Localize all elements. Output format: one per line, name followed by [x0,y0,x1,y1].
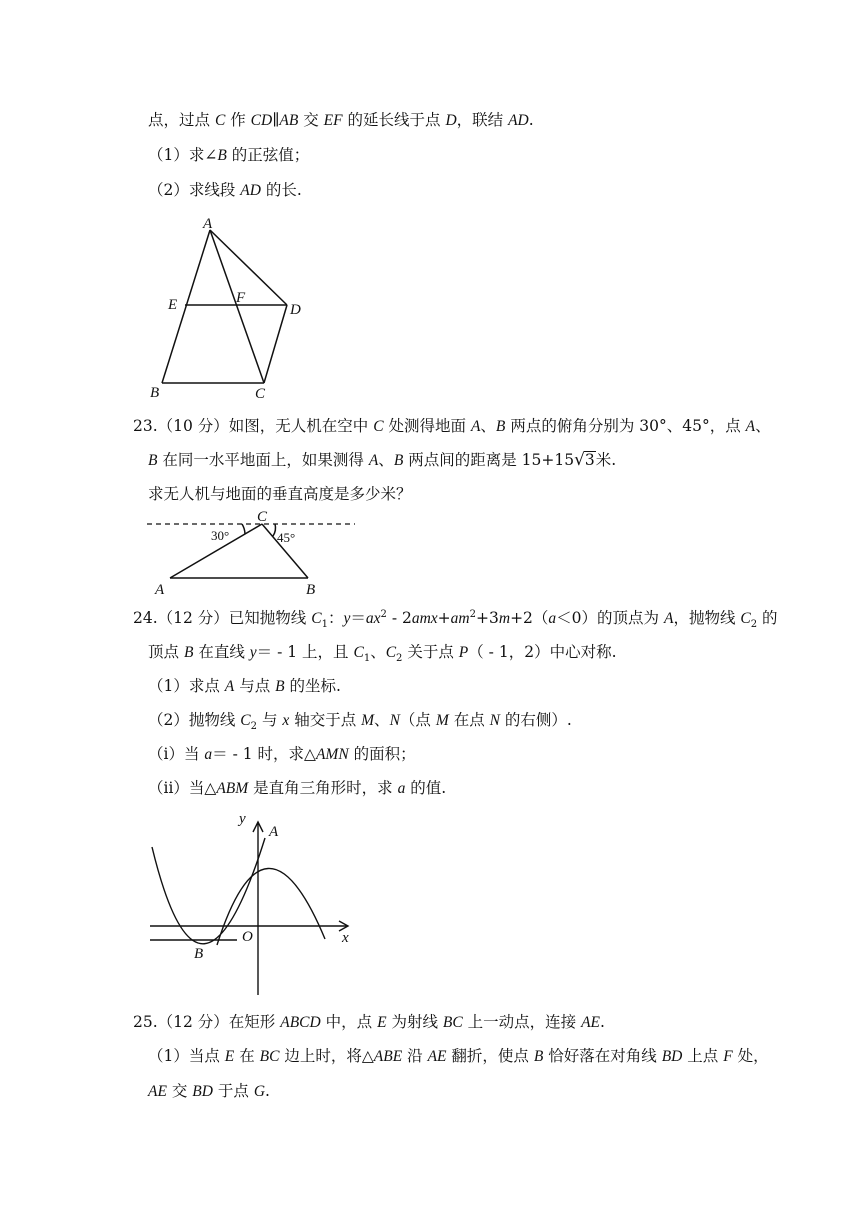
q24-label-y: y [239,811,246,827]
q24-label-b: B [194,946,204,962]
q22-label-c: C [255,386,266,402]
q22-figure [140,210,320,405]
q23-label-c: C [257,509,268,525]
q24-label-x: x [342,930,349,946]
q23-angle-45: 45° [277,530,296,545]
q22-label-a: A [203,216,213,232]
q22-label-f: F [236,290,246,306]
q23-label-a: A [155,582,165,598]
q22-label-d: D [290,302,301,318]
q23-line-1: 23.（10 分）如图，无人机在空中 C 处测得地面 A、B 两点的俯角分别为 30°、45°，点 A、 [133,417,771,435]
q23-figure [145,508,375,600]
q22-part-1: （1）求∠B 的正弦值； [148,146,310,164]
q24-line-2: 顶点 B 在直线 y＝ - 1 上，且 $C_1$、$C_2$ 关于点 P（ - 1，2）中心对称. [148,643,617,665]
q25-part-1: （1）当点 E 在 BC 边上时，将△ABE 沿 AE 翻折，使点 B 恰好落在对角线 BD 上点 F 处， [148,1047,769,1065]
q22-label-b: B [150,385,160,401]
q24-part-1: （1）求点 A 与点 B 的坐标. [148,677,341,695]
q23-label-b: B [306,582,316,598]
q25-part-1-cont: AE 交 BD 于点 G. [148,1082,270,1100]
q24-figure [145,805,365,1000]
q24-label-a: A [269,824,279,840]
q24-line-1: 24.（12 分）已知抛物线 $C_1$：$y=ax^2 - 2amx+am^2+3m+2(a<0)$的顶点为 A，抛物线 $C_2$ 的 [133,608,778,631]
q25-line-1: 25.（12 分）在矩形 ABCD 中，点 E 为射线 BC 上一动点，连接 AE. [133,1013,605,1031]
q23-line-3: 求无人机与地面的垂直高度是多少米？ [148,485,412,503]
q22-text-line: 点，过点 C 作 CD∥AB 交 EF 的延长线于点 D，联结 AD. [148,111,534,129]
q22-part-2: （2）求线段 AD 的长. [148,181,302,199]
q22-label-e: E [168,297,178,313]
q23-angle-30: 30° [211,528,230,543]
q24-part-2: （2）抛物线 $C_2$ 与 x 轴交于点 M、N（点 M 在点 N 的右侧）. [148,711,572,733]
q24-label-o: O [242,929,253,945]
q24-part-2-i: （ⅰ）当 a＝ - 1 时，求△AMN 的面积； [148,745,416,763]
q23-line-2: B 在同一水平地面上，如果测得 A、B 两点间的距离是 15+15√3米. [148,450,617,470]
q24-part-2-ii: （ⅱ）当△ABM 是直角三角形时，求 a 的值. [148,779,447,797]
